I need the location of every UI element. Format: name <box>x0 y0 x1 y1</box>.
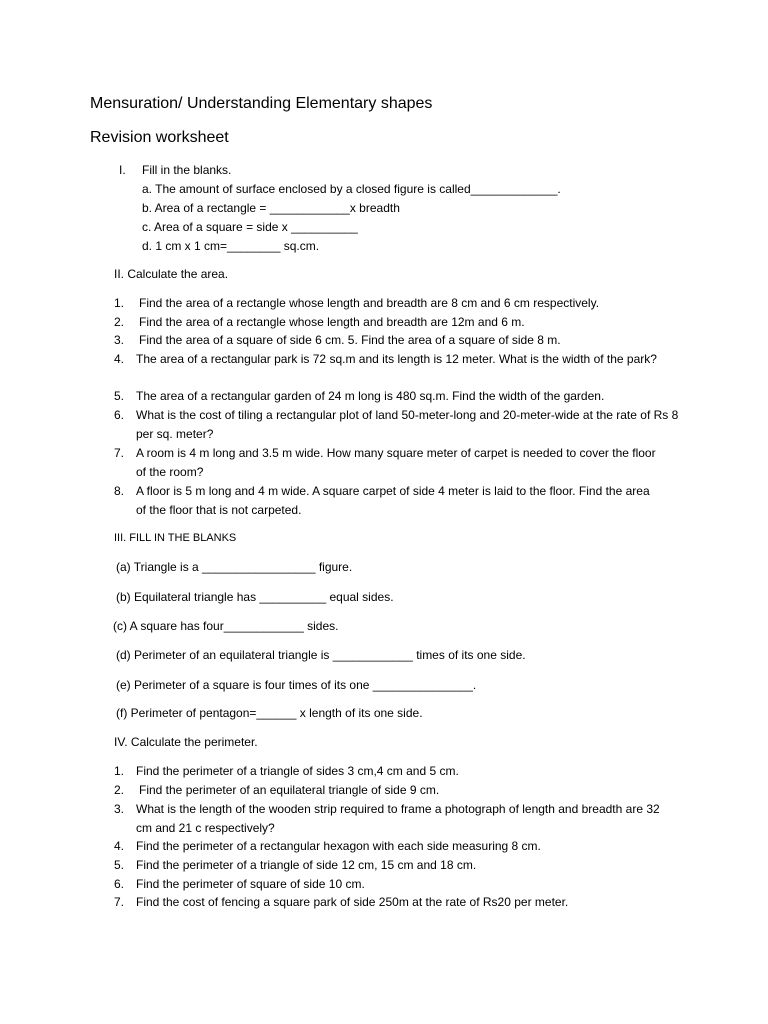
question-text: Find the area of a square of side 6 cm. 5. Find the area of a square of side 8 m. <box>139 333 561 347</box>
question-number: 6. <box>114 408 125 422</box>
question-text: What is the length of the wooden strip required to frame a photograph of length and breadth are 32 cm and 21 c respectively? <box>136 802 660 835</box>
fill-blank-item: (c) A square has four____________ sides. <box>113 619 339 633</box>
question-number: 7. <box>114 446 125 460</box>
question-number: 2. <box>114 315 125 329</box>
question-number: 1. <box>114 296 125 310</box>
fill-blank-item: a. The amount of surface enclosed by a closed figure is called_____________. <box>142 182 561 196</box>
question-text: A floor is 5 m long and 4 m wide. A square carpet of side 4 meter is laid to the floor. Find the area of the floor that is not carpeted. <box>136 484 650 517</box>
section-2-heading: II. Calculate the area. <box>114 267 229 281</box>
fill-blank-item: b. Area of a rectangle = ____________x breadth <box>142 201 400 215</box>
question-number: 4. <box>114 839 125 853</box>
fill-blank-item: (a) Triangle is a _________________ figure. <box>116 560 353 574</box>
question-number: 8. <box>114 484 125 498</box>
question-text: Find the perimeter of a triangle of side 12 cm, 15 cm and 18 cm. <box>136 858 477 872</box>
section-4-heading: IV. Calculate the perimeter. <box>114 735 258 749</box>
question-text: The area of a rectangular garden of 24 m long is 480 sq.m. Find the width of the garden. <box>136 389 605 403</box>
question-number: 3. <box>114 802 125 816</box>
question-number: 5. <box>114 389 125 403</box>
page-title: Mensuration/ Understanding Elementary shapes <box>90 95 433 112</box>
question-text: Find the cost of fencing a square park of side 250m at the rate of Rs20 per meter. <box>136 895 569 909</box>
section-1-number: I. <box>119 163 126 177</box>
section-1-heading: Fill in the blanks. <box>142 163 232 177</box>
fill-blank-item: (e) Perimeter of a square is four times of its one _______________. <box>116 678 477 692</box>
question-text: Find the perimeter of a rectangular hexagon with each side measuring 8 cm. <box>136 839 541 853</box>
question-number: 4. <box>114 352 125 366</box>
fill-blank-item: c. Area of a square = side x __________ <box>142 220 358 234</box>
fill-blank-item: (d) Perimeter of an equilateral triangle is ____________ times of its one side. <box>116 648 526 662</box>
question-number: 6. <box>114 877 125 891</box>
question-number: 3. <box>114 333 125 347</box>
question-number: 2. <box>114 783 125 797</box>
fill-blank-item: (b) Equilateral triangle has __________ equal sides. <box>116 590 394 604</box>
question-number: 7. <box>114 895 125 909</box>
question-text: Find the area of a rectangle whose length and breadth are 8 cm and 6 cm respectively. <box>139 296 600 310</box>
fill-blank-item: (f) Perimeter of pentagon=______ x length of its one side. <box>116 706 423 720</box>
section-3-heading: III. FILL IN THE BLANKS <box>114 532 237 544</box>
question-text: Find the area of a rectangle whose length and breadth are 12m and 6 m. <box>139 315 525 329</box>
question-text: A room is 4 m long and 3.5 m wide. How many square meter of carpet is needed to cover the floor of the room? <box>136 446 656 479</box>
question-text: Find the perimeter of an equilateral triangle of side 9 cm. <box>139 783 440 797</box>
question-text: The area of a rectangular park is 72 sq.m and its length is 12 meter. What is the width of the park? <box>136 352 657 366</box>
question-text: Find the perimeter of square of side 10 cm. <box>136 877 365 891</box>
page-subtitle: Revision worksheet <box>90 129 229 146</box>
question-number: 5. <box>114 858 125 872</box>
question-text: What is the cost of tiling a rectangular plot of land 50-meter-long and 20-meter-wide at the rate of Rs 8 per sq. meter? <box>136 408 679 441</box>
question-text: Find the perimeter of a triangle of sides 3 cm,4 cm and 5 cm. <box>136 764 459 778</box>
fill-blank-item: d. 1 cm x 1 cm=________ sq.cm. <box>142 239 320 253</box>
question-number: 1. <box>114 764 125 778</box>
